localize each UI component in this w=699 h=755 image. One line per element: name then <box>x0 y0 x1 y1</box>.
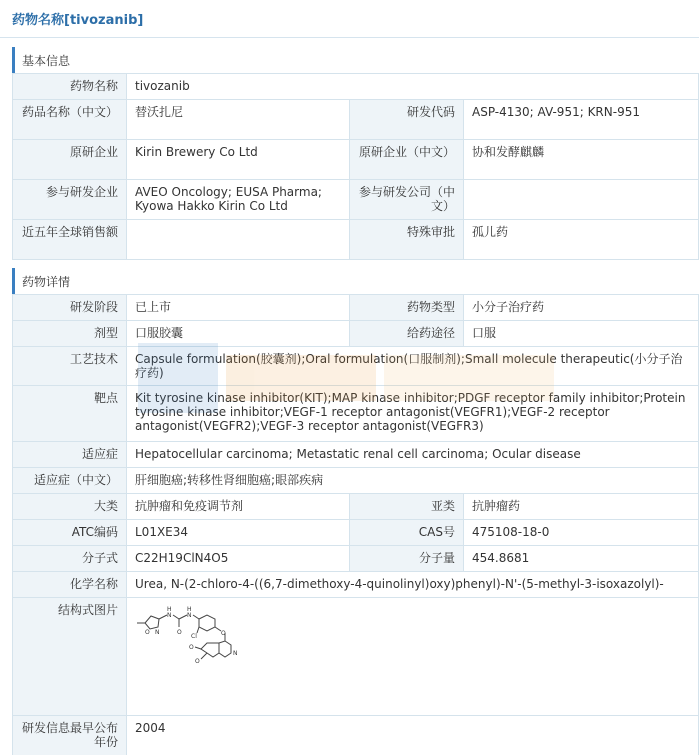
label-rd-code: 研发代码 <box>350 100 464 140</box>
value-chem-name: Urea, N-(2-chloro-4-((6,7-dimethoxy-4-quinolinyl)oxy)phenyl)-N'-(5-methyl-3-isoxazolyl)- <box>127 572 699 598</box>
svg-text:H: H <box>187 606 192 613</box>
value-cas: 475108-18-0 <box>464 520 699 546</box>
value-drug-type: 小分子治疗药 <box>464 295 699 321</box>
value-special-approval: 孤儿药 <box>464 220 699 260</box>
value-atc: L01XE34 <box>127 520 350 546</box>
value-originator: Kirin Brewery Co Ltd <box>127 140 350 180</box>
label-route: 给药途径 <box>350 321 464 347</box>
basic-info-table <box>12 73 699 260</box>
label-drug-type: 药物类型 <box>350 295 464 321</box>
section-title-basic: 基本信息 <box>12 47 699 73</box>
svg-text:N: N <box>167 612 172 619</box>
label-target: 靶点 <box>13 386 127 442</box>
value-stage: 已上市 <box>127 295 350 321</box>
label-indication-cn: 适应症（中文） <box>13 468 127 494</box>
label-stage: 研发阶段 <box>13 295 127 321</box>
label-atc: ATC编码 <box>13 520 127 546</box>
value-drug-name-cn: 替沃扎尼 <box>127 100 350 140</box>
structure-image <box>135 605 255 695</box>
value-weight: 454.8681 <box>464 546 699 572</box>
value-originator-cn: 协和发酵麒麟 <box>464 140 699 180</box>
label-originator: 原研企业 <box>13 140 127 180</box>
value-dosage-form: 口服胶囊 <box>127 321 350 347</box>
value-target: Kit tyrosine kinase inhibitor(KIT);MAP kinase inhibitor;PDGF receptor family inhibitor;Protein tyrosine kinase inhibitor;VEGF-1 receptor antagonist(VEGFR1);VEGF-2 receptor antagonist(VEGFR2);VEGF-3 receptor antagonist(VEGFR3) <box>127 386 699 442</box>
value-participants: AVEO Oncology; EUSA Pharma; Kyowa Hakko Kirin Co Ltd <box>127 180 350 220</box>
label-drug-name-cn: 药品名称（中文） <box>13 100 127 140</box>
label-first-year: 研发信息最早公布年份 <box>13 716 127 755</box>
label-drug-name: 药物名称 <box>13 74 127 100</box>
value-category: 抗肿瘤和免疫调节剂 <box>127 494 350 520</box>
value-drug-name: tivozanib <box>127 74 699 100</box>
value-structure <box>127 598 699 716</box>
svg-text:N: N <box>233 650 238 657</box>
drug-details-table <box>12 294 699 755</box>
value-formula: C22H19ClN4O5 <box>127 546 350 572</box>
label-indication: 适应症 <box>13 442 127 468</box>
label-dosage-form: 剂型 <box>13 321 127 347</box>
label-special-approval: 特殊审批 <box>350 220 464 260</box>
label-cas: CAS号 <box>350 520 464 546</box>
label-originator-cn: 原研企业（中文） <box>350 140 464 180</box>
label-participants-cn: 参与研发公司（中文） <box>350 180 464 220</box>
label-structure: 结构式图片 <box>13 598 127 716</box>
svg-text:O: O <box>221 630 226 637</box>
label-participants: 参与研发企业 <box>13 180 127 220</box>
value-participants-cn <box>464 180 699 220</box>
value-indication: Hepatocellular carcinoma; Metastatic renal cell carcinoma; Ocular disease <box>127 442 699 468</box>
svg-text:N: N <box>187 612 192 619</box>
page-header <box>0 0 699 38</box>
label-subcategory: 亚类 <box>350 494 464 520</box>
value-route: 口服 <box>464 321 699 347</box>
value-sales <box>127 220 350 260</box>
label-formula: 分子式 <box>13 546 127 572</box>
label-weight: 分子量 <box>350 546 464 572</box>
value-rd-code: ASP-4130; AV-951; KRN-951 <box>464 100 699 140</box>
svg-text:O: O <box>195 658 200 665</box>
section-title-details: 药物详情 <box>12 268 699 294</box>
label-category: 大类 <box>13 494 127 520</box>
value-technology: Capsule formulation(胶囊剂);Oral formulation(口服制剂);Small molecule therapeutic(小分子治疗药) <box>127 347 699 386</box>
label-technology: 工艺技术 <box>13 347 127 386</box>
svg-text:O: O <box>145 629 150 636</box>
svg-text:N: N <box>155 629 160 636</box>
value-indication-cn: 肝细胞癌;转移性肾细胞癌;眼部疾病 <box>127 468 699 494</box>
label-chem-name: 化学名称 <box>13 572 127 598</box>
svg-text:Cl: Cl <box>191 633 197 640</box>
value-first-year: 2004 <box>127 716 699 755</box>
label-sales: 近五年全球销售额 <box>13 220 127 260</box>
svg-text:O: O <box>189 644 194 651</box>
value-subcategory: 抗肿瘤药 <box>464 494 699 520</box>
page-title: 药物名称[tivozanib] <box>12 13 144 28</box>
svg-text:H: H <box>167 606 172 613</box>
svg-text:O: O <box>177 629 182 636</box>
